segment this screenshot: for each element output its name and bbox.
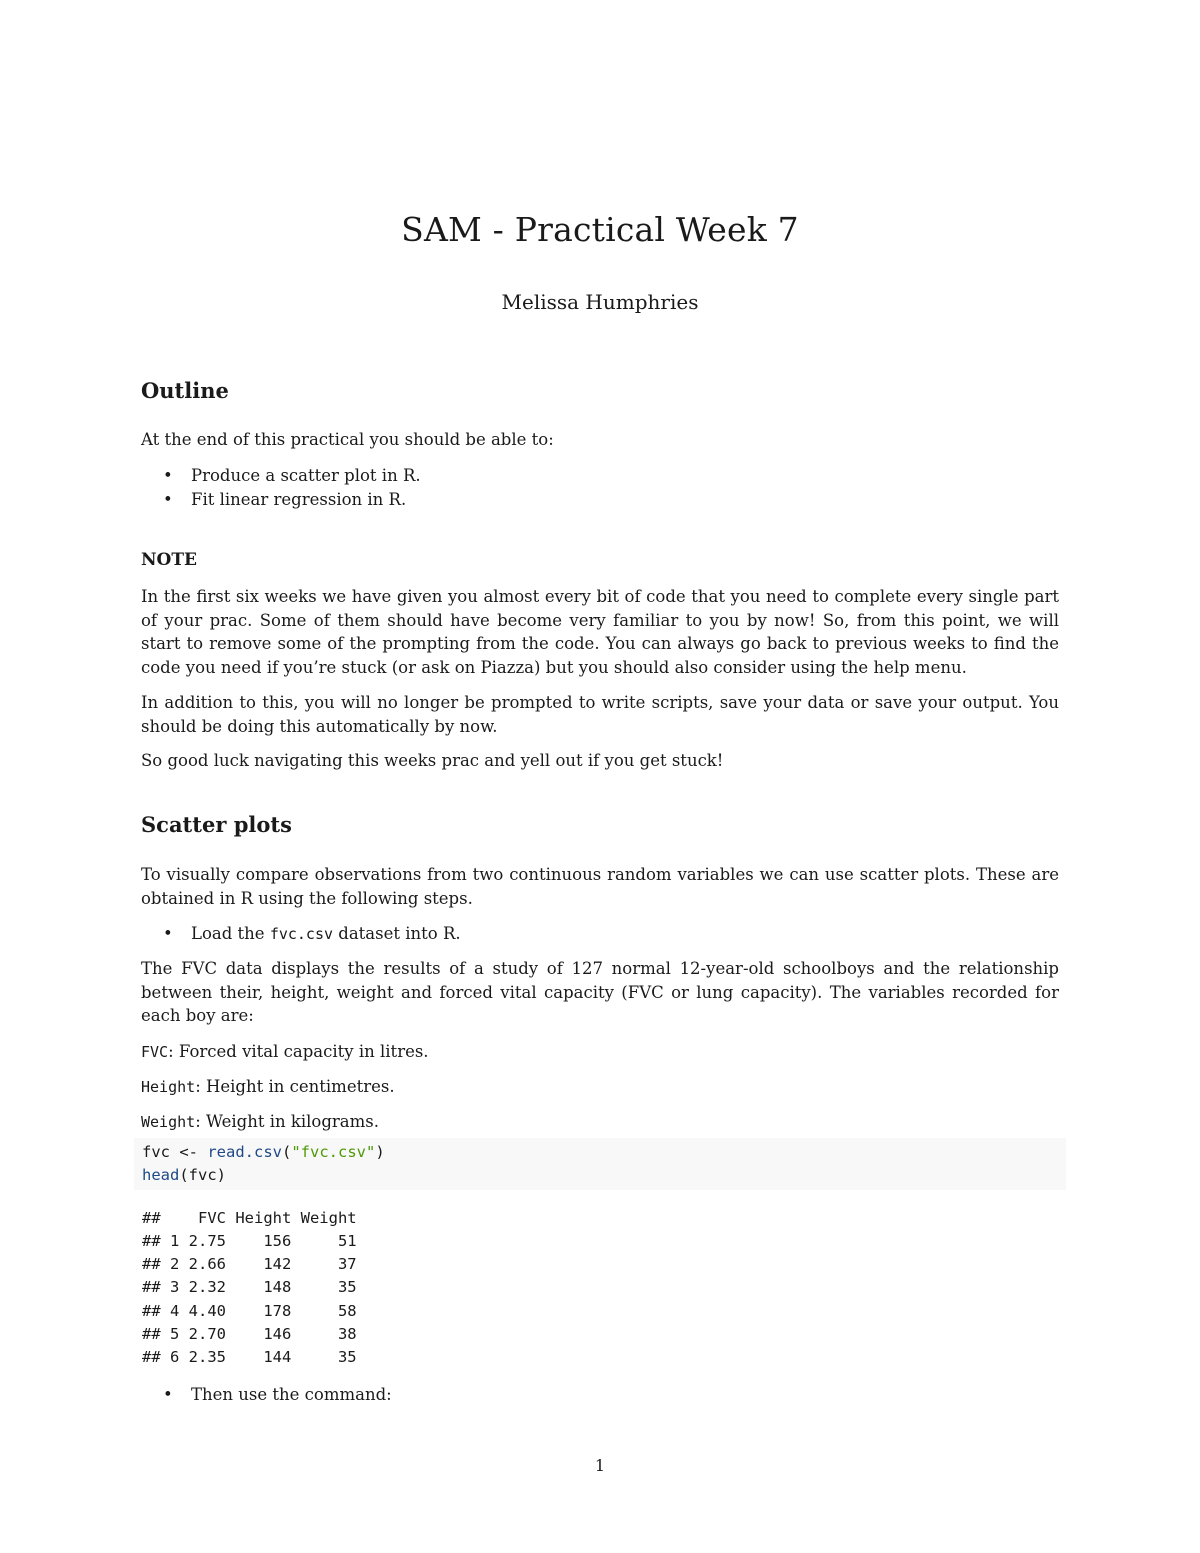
variable-definition: Height: Height in centimetres. [141,1077,395,1096]
list-item: • Fit linear regression in R. [170,488,406,512]
bullet-icon: • [163,1385,173,1404]
bullet-icon: • [163,490,173,509]
note-paragraph-1: In the first six weeks we have given you almost every bit of code that you need to complete every single part of your prac. Some of them should have become very familiar to you by now! So, from this point, we will start to remove some of the prompting from the code. You can always go back to previous weeks to find the code you need if you’re stuck (or ask on Piazza) but you should also consider using the help menu. [141,587,1059,677]
scatter-paragraph-2: The FVC data displays the results of a study of 127 normal 12-year-old schoolboys and the relationship between their, height, weight and forced vital capacity (FVC or lung capacity). The variables recorded for each boy are: [141,959,1059,1025]
outline-heading: Outline [141,378,229,403]
output-line: ## 5 2.70 146 38 [142,1325,357,1343]
output-line: ## 2 2.66 142 37 [142,1255,357,1273]
variable-definition: FVC: Forced vital capacity in litres. [141,1042,429,1061]
list-item: • Produce a scatter plot in R. [170,464,421,488]
list-item: • Then use the command: [170,1383,392,1407]
outline-intro: At the end of this practical you should be able to: [141,430,554,449]
list-item: • Load the fvc.csv dataset into R. [170,922,461,947]
code-line: fvc <- read.csv("fvc.csv") [142,1143,385,1161]
bullet-icon: • [163,924,173,943]
page-title: SAM - Practical Week 7 [401,210,799,249]
code-line: head(fvc) [142,1166,226,1184]
scatter-heading: Scatter plots [141,812,292,837]
scatter-paragraph-1: To visually compare observations from two continuous random variables we can use scatter plots. These are obtained in R using the following steps. [141,865,1059,908]
output-line: ## 6 2.35 144 35 [142,1348,357,1366]
note-paragraph-2: In addition to this, you will no longer be prompted to write scripts, save your data or save your output. You should be doing this automatically by now. [141,693,1059,736]
output-line: ## 4 4.40 178 58 [142,1302,357,1320]
variable-definition: Weight: Weight in kilograms. [141,1112,379,1131]
note-paragraph-3: So good luck navigating this weeks prac and yell out if you get stuck! [141,751,724,770]
output-line: ## FVC Height Weight [142,1209,357,1227]
output-line: ## 3 2.32 148 35 [142,1278,357,1296]
bullet-icon: • [163,466,173,485]
note-heading: NOTE [141,550,197,570]
page-number: 1 [594,1456,606,1475]
output-line: ## 1 2.75 156 51 [142,1232,357,1250]
author-name: Melissa Humphries [501,290,699,314]
